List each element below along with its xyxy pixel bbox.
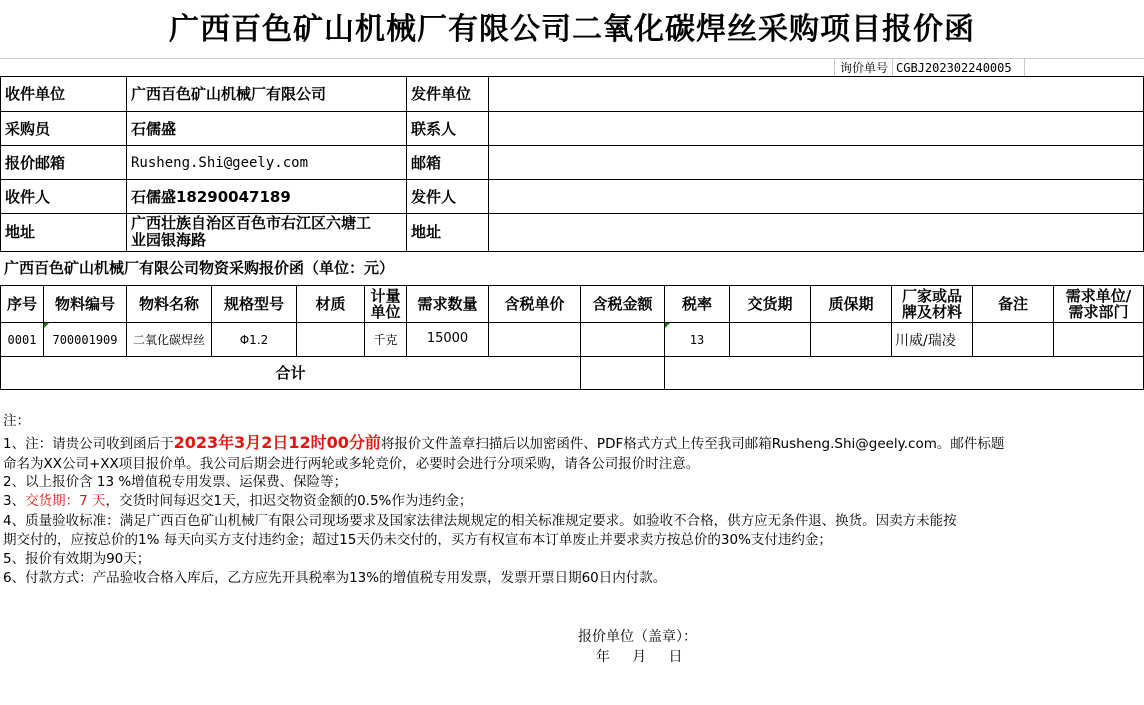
row-material-name: 二氧化碳焊丝	[132, 333, 205, 347]
note-4-line-1: 4、质量验收标准：满足广西百色矿山机械厂有限公司现场要求及国家法律法规规定的相关标准规定要求。如验收不合格，供方应无条件退、换货。因卖方未能按	[3, 513, 957, 529]
note-3-prefix: 3、	[3, 493, 26, 509]
row-quantity: 15000	[426, 331, 469, 346]
note-3	[3, 492, 472, 510]
signature-date: 年 月 日	[596, 649, 683, 665]
col-header-brand-line2: 牌及材料	[901, 303, 962, 321]
row-unit-price[interactable]	[489, 323, 580, 356]
signature-label: 报价单位（盖章）：	[578, 629, 697, 645]
sender-value[interactable]	[489, 180, 1143, 213]
col-header-tax-rate: 税率	[681, 295, 712, 313]
note-3-body: ，交货时间每迟交1天，扣迟交物资金额的0.5%作为违约金；	[105, 493, 473, 509]
buyer-value: 石儒盛	[131, 120, 177, 138]
col-header-unit-line2: 单位	[370, 303, 401, 321]
total-label: 合计	[275, 364, 306, 382]
col-header-warranty: 质保期	[828, 295, 874, 313]
col-header-unit-price: 含税单价	[504, 295, 565, 313]
row-amount[interactable]	[581, 323, 664, 356]
address-value	[127, 214, 406, 251]
col-header-material-name: 物料名称	[138, 295, 199, 313]
inquiry-number: CGBJ202302240005	[896, 61, 1012, 75]
note-1-line-2: 命名为XX公司+XX项目报价单。我公司后期会进行两轮或多轮竞价，必要时会进行分项采购，请各公司报价时注意。	[3, 456, 700, 472]
address-line-1: 广西壮族自治区百色市右江区六塘工	[131, 214, 372, 232]
col-header-dept-line1: 需求单位/	[1065, 287, 1132, 305]
row-spec: Φ1.2	[239, 332, 269, 347]
col-header-dept-line2: 需求部门	[1068, 303, 1129, 321]
col-header-spec: 规格型号	[223, 295, 284, 313]
row-dept[interactable]	[1054, 323, 1143, 356]
col-header-unit	[365, 286, 406, 322]
email2-label: 邮箱	[411, 154, 442, 172]
row-texture[interactable]	[297, 323, 364, 356]
contact-value[interactable]	[489, 112, 1143, 145]
row-brand: 川威/瑞凌	[895, 332, 956, 349]
note-5: 5、报价有效期为90天；	[3, 551, 151, 567]
row-unit: 千克	[373, 333, 398, 347]
col-header-brand	[892, 286, 972, 322]
inquiry-label: 询价单号	[839, 61, 888, 75]
receiver-unit-label: 收件单位	[5, 85, 66, 103]
email-value: Rusheng.Shi@geely.com	[131, 155, 309, 171]
sender-unit-label: 发件单位	[411, 85, 472, 103]
total-amount[interactable]	[581, 357, 664, 389]
row-delivery[interactable]	[730, 323, 810, 356]
page-title: 广西百色矿山机械厂有限公司二氧化碳焊丝采购项目报价函	[169, 12, 975, 47]
section-title: 广西百色矿山机械厂有限公司物资采购报价函（单位：元）	[4, 259, 395, 277]
col-header-remark: 备注	[997, 295, 1028, 313]
row-tax-rate: 13	[689, 332, 705, 347]
col-header-dept	[1054, 286, 1143, 322]
col-header-brand-line1: 厂家或品	[901, 287, 962, 305]
email-label: 报价邮箱	[5, 154, 66, 172]
notes-heading: 注：	[3, 413, 30, 429]
row-remark[interactable]	[973, 323, 1053, 356]
receiver-unit-value: 广西百色矿山机械厂有限公司	[131, 85, 327, 103]
row-warranty[interactable]	[811, 323, 891, 356]
buyer-label: 采购员	[5, 120, 51, 138]
note-2: 2、以上报价含 13 %增值税专用发票、运保费、保险等；	[3, 474, 348, 490]
recipient-label: 收件人	[5, 188, 51, 206]
address2-label: 地址	[411, 223, 442, 241]
row-material-code: 700001909	[52, 332, 118, 347]
note-6: 6、付款方式：产品验收合格入库后，乙方应先开具税率为13%的增值税专用发票，发票开票日期60日内付款。	[3, 570, 667, 586]
address2-value[interactable]	[489, 214, 1143, 251]
note-1-line-1	[3, 434, 1004, 453]
address-label: 地址	[5, 223, 36, 241]
note-4-line-2: 期交付的，应按总价的1% 每天向买方支付违约金；超过15天仍未交付的，买方有权宣布本订单废止并要求卖方按总价的30%支付违约金；	[3, 532, 832, 548]
col-header-quantity: 需求数量	[417, 295, 478, 313]
col-header-delivery: 交货期	[747, 295, 793, 313]
sender-label: 发件人	[411, 188, 457, 206]
sender-unit-value[interactable]	[489, 77, 1143, 111]
contact-label: 联系人	[411, 120, 457, 138]
note-3-delivery-period: 交货期：7 天	[25, 493, 106, 509]
col-header-material-code: 物料编号	[54, 295, 115, 313]
row-seq: 0001	[7, 332, 37, 347]
email2-value[interactable]	[489, 146, 1143, 179]
note-1-body: 将报价文件盖章扫描后以加密函件、PDF格式方式上传至我司邮箱Rusheng.Shi@geely.com。邮件标题	[380, 436, 1005, 452]
col-header-unit-line1: 计量	[370, 287, 401, 305]
note-1-deadline: 2023年3月2日12时00分前	[173, 433, 381, 452]
address-line-2: 业园银海路	[131, 231, 207, 249]
recipient-value: 石儒盛18290047189	[131, 188, 291, 206]
note-1-prefix: 1、注：请贵公司收到函后于	[3, 436, 174, 452]
col-header-amount: 含税金额	[592, 295, 653, 313]
col-header-seq: 序号	[6, 295, 37, 313]
col-header-texture: 材质	[315, 295, 346, 313]
